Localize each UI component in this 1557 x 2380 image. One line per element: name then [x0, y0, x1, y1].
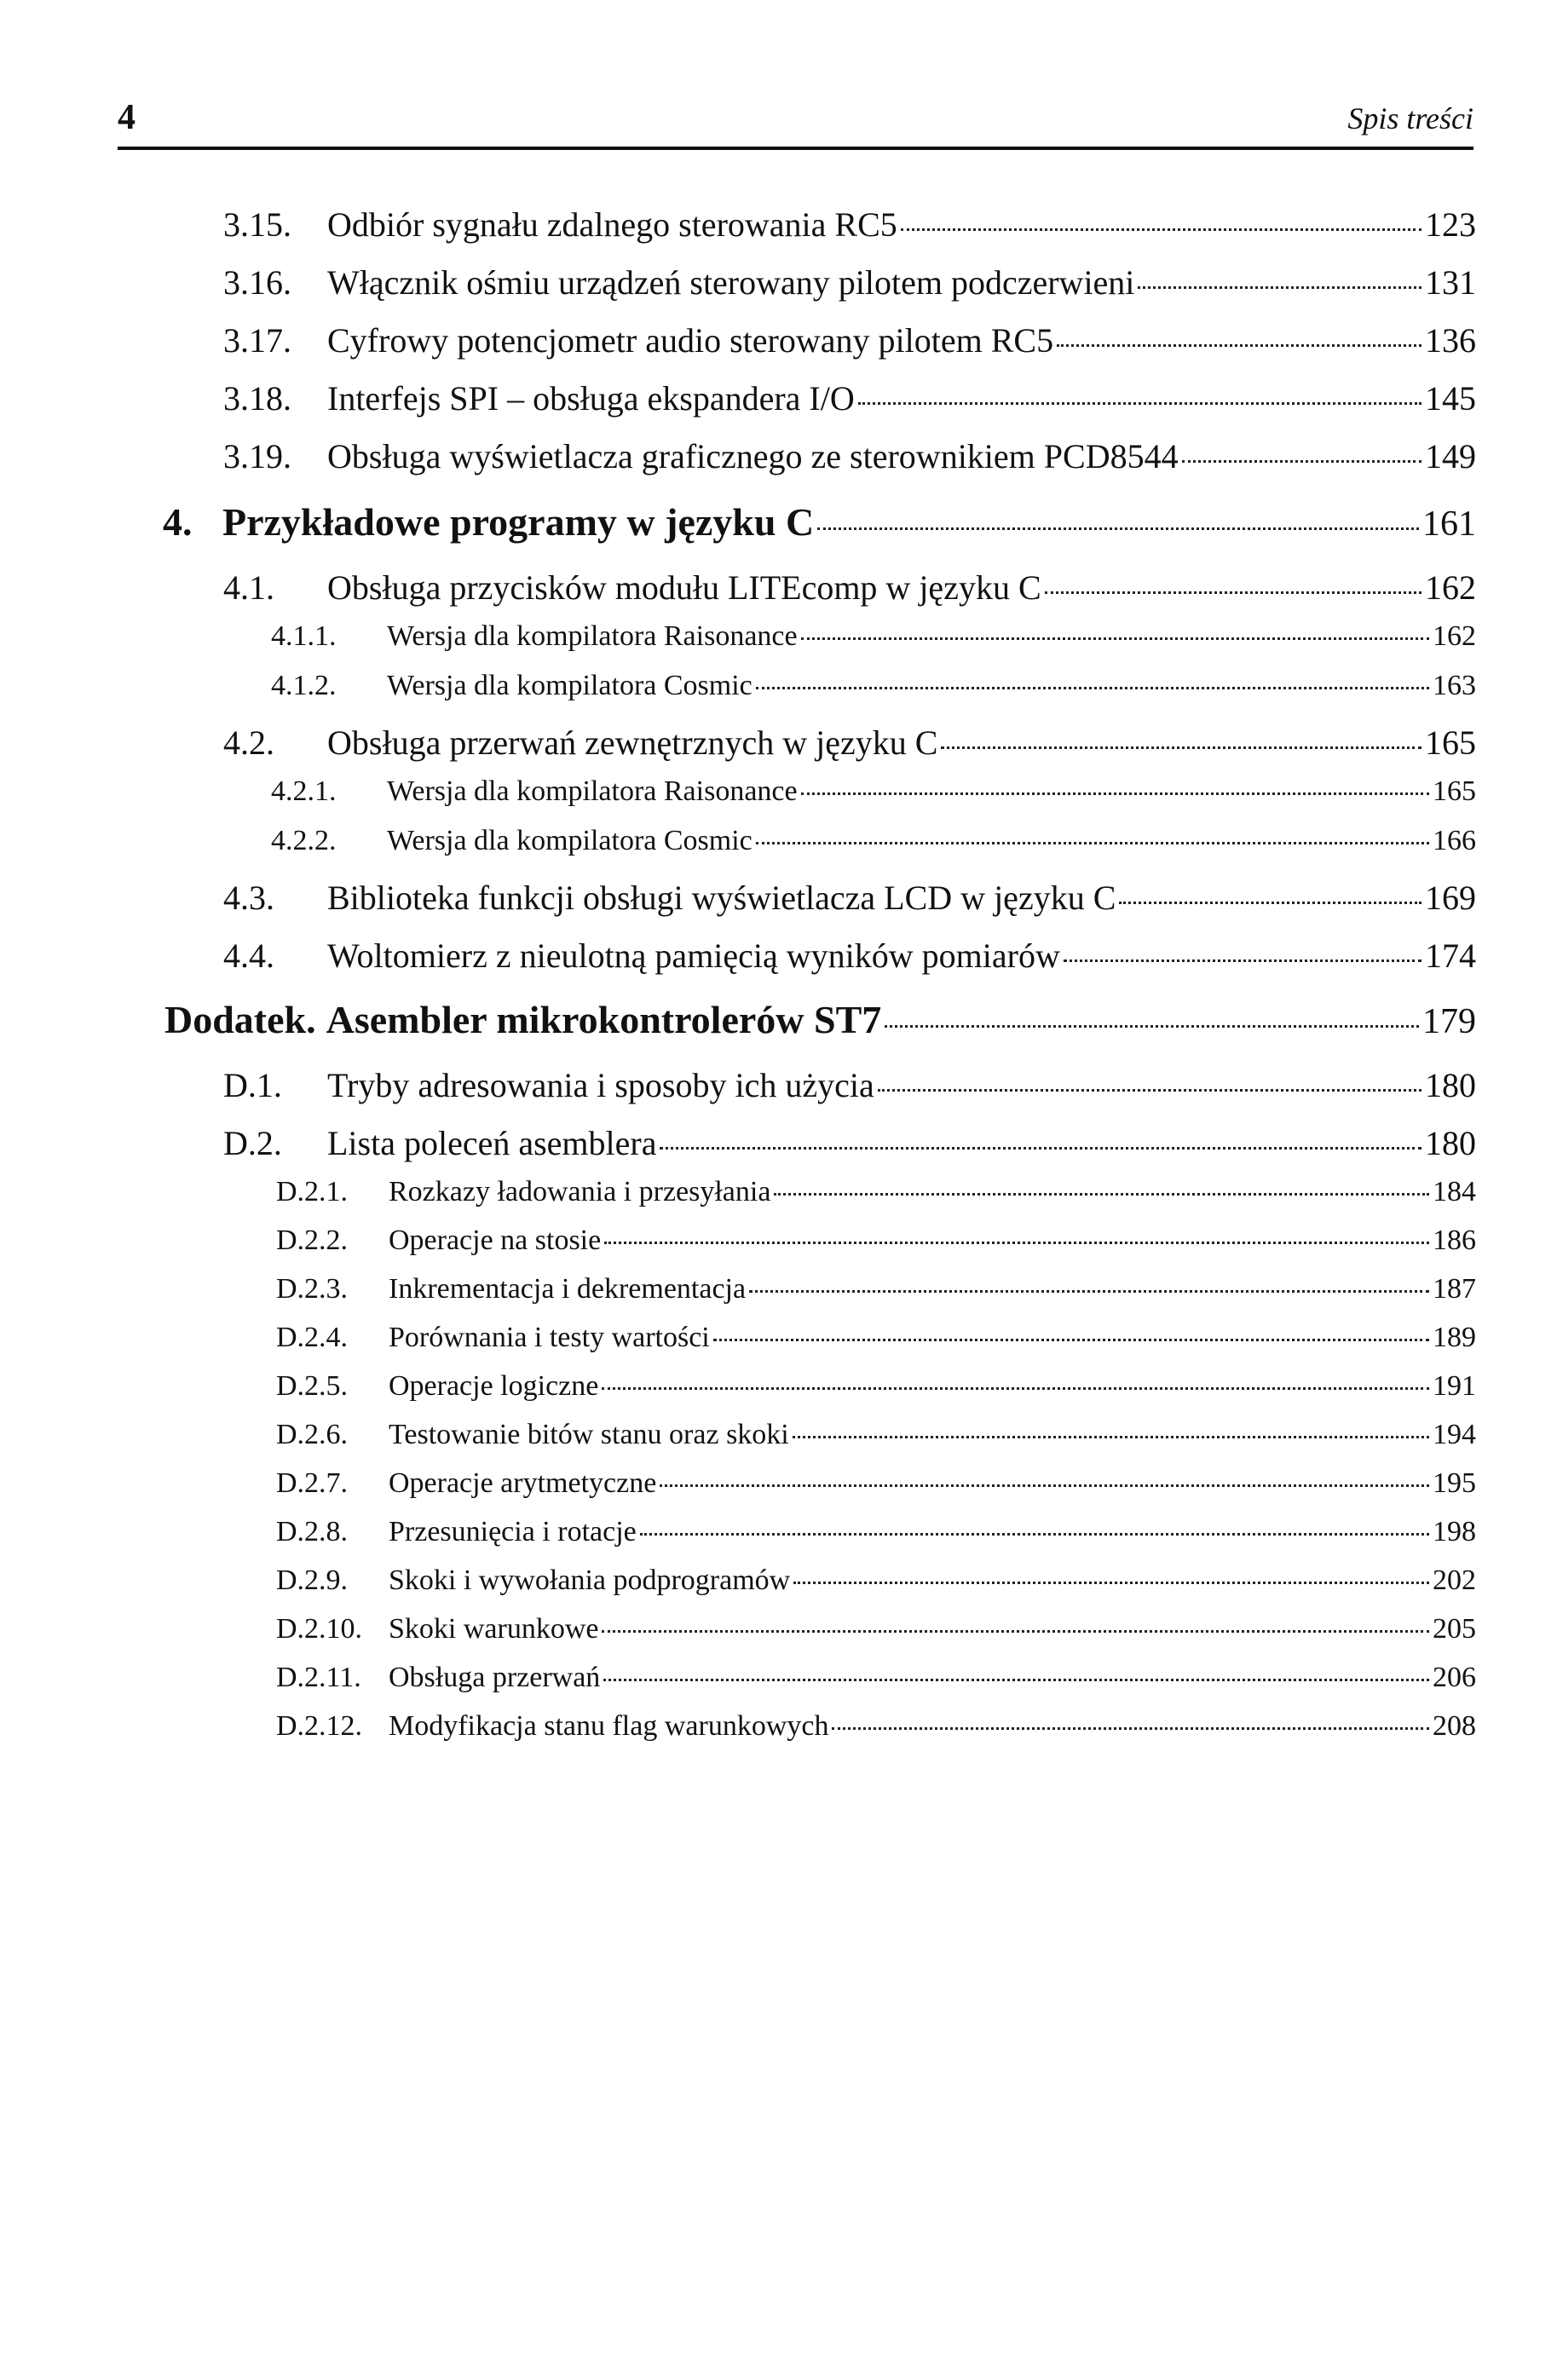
entry-title: Operacje logiczne — [389, 1370, 599, 1402]
entry-page: 123 — [1425, 205, 1476, 244]
header-rule — [118, 147, 1473, 150]
entry-number: D.2.10. — [276, 1613, 363, 1645]
dot-leader — [756, 687, 1429, 689]
dot-leader — [793, 1582, 1429, 1584]
running-title: Spis treści — [1347, 101, 1473, 135]
toc-entry-d-2-1[interactable] — [276, 1176, 1476, 1208]
toc-entry-d-2-8[interactable] — [276, 1516, 1476, 1548]
entry-title: Tryby adresowania i sposoby ich użycia — [327, 1066, 874, 1104]
entry-number: 4.1. — [223, 568, 274, 607]
toc-entry-4-2-1[interactable] — [271, 775, 1476, 808]
entry-title: Rozkazy ładowania i przesyłania — [389, 1176, 771, 1207]
toc-entry-3-16[interactable] — [223, 262, 1476, 303]
toc-entry-4-1[interactable] — [223, 568, 1476, 608]
entry-number: D.2.8. — [276, 1516, 349, 1547]
entry-number: 3.19. — [223, 437, 291, 475]
entry-page: 136 — [1425, 321, 1476, 360]
entry-title: Modyfikacja stanu flag warunkowych — [389, 1710, 829, 1742]
dot-leader — [603, 1679, 1429, 1681]
dot-leader — [713, 1339, 1429, 1341]
toc-entry-d-2-6[interactable] — [276, 1419, 1476, 1451]
dot-leader — [1064, 959, 1421, 962]
entry-number: D.2.7. — [276, 1467, 349, 1499]
entry-page: 184 — [1433, 1176, 1476, 1207]
chapter-title: Przykładowe programy w języku C — [222, 500, 815, 544]
entry-number: D.2.5. — [276, 1370, 349, 1402]
toc-entry-3-15[interactable] — [223, 205, 1476, 245]
dot-leader — [602, 1630, 1429, 1633]
toc-entry-4-3[interactable] — [223, 878, 1476, 918]
entry-title: Przesunięcia i rotacje — [389, 1516, 637, 1547]
dot-leader — [817, 527, 1419, 530]
entry-title: Testowanie bitów stanu oraz skoki — [389, 1419, 789, 1450]
dot-leader — [941, 746, 1421, 749]
entry-title: Skoki warunkowe — [389, 1613, 599, 1645]
entry-page: 163 — [1433, 670, 1476, 701]
entry-page: 165 — [1425, 723, 1476, 762]
entry-number: D.2.11. — [276, 1662, 361, 1693]
entry-title: Porównania i testy wartości — [389, 1322, 710, 1353]
dot-leader — [885, 1025, 1419, 1028]
dot-leader — [640, 1533, 1429, 1536]
entry-page: 202 — [1433, 1565, 1476, 1596]
entry-title: Włącznik ośmiu urządzeń sterowany pilotem podczerwieni — [327, 263, 1135, 302]
entry-page: 186 — [1433, 1225, 1476, 1256]
toc-entry-d-2[interactable] — [223, 1123, 1476, 1163]
dot-leader — [832, 1727, 1429, 1730]
entry-page: 189 — [1433, 1322, 1476, 1353]
dot-leader — [858, 402, 1421, 405]
entry-page: 187 — [1433, 1273, 1476, 1305]
toc-entry-d-2-9[interactable] — [276, 1565, 1476, 1597]
entry-number: 4.2. — [223, 723, 274, 762]
entry-page: 174 — [1425, 936, 1476, 975]
entry-title: Operacje arytmetyczne — [389, 1467, 657, 1499]
entry-title: Inkrementacja i dekrementacja — [389, 1273, 747, 1305]
dot-leader — [660, 1147, 1421, 1150]
toc-entry-4-2-2[interactable] — [271, 825, 1476, 857]
entry-page: 165 — [1433, 775, 1476, 807]
entry-title: Obsługa przerwań — [389, 1662, 601, 1693]
dot-leader — [878, 1089, 1421, 1092]
entry-number: 4.4. — [223, 936, 274, 975]
dot-leader — [1119, 902, 1421, 904]
dot-leader — [602, 1387, 1429, 1390]
dot-leader — [1057, 344, 1421, 347]
entry-number: 3.15. — [223, 205, 291, 244]
dot-leader — [901, 228, 1421, 231]
entry-title: Wersja dla kompilatora Cosmic — [387, 670, 753, 701]
dot-leader — [1045, 591, 1421, 594]
entry-page: 180 — [1425, 1066, 1476, 1104]
entry-number: 4.2.1. — [271, 775, 337, 807]
chapter-number: 4. — [163, 500, 193, 544]
dot-leader — [801, 637, 1429, 640]
entry-page: 191 — [1433, 1370, 1476, 1402]
entry-title: Cyfrowy potencjometr audio sterowany pilotem RC5 — [327, 321, 1054, 360]
entry-title: Operacje na stosie — [389, 1225, 602, 1256]
toc-entry-d-2-7[interactable] — [276, 1467, 1476, 1500]
entry-number: D.2.3. — [276, 1273, 349, 1305]
dot-leader — [756, 842, 1429, 844]
toc-entry-3-19[interactable] — [223, 436, 1476, 476]
toc-chapter-4[interactable] — [163, 499, 1476, 545]
entry-number: D.2.2. — [276, 1225, 349, 1256]
toc-entry-d-1[interactable] — [223, 1065, 1476, 1105]
entry-title: Skoki i wywołania podprogramów — [389, 1565, 791, 1596]
dot-leader — [604, 1242, 1429, 1244]
page-number: 4 — [118, 98, 136, 137]
entry-number: D.2.4. — [276, 1322, 349, 1353]
toc-entry-d-2-2[interactable] — [276, 1225, 1476, 1257]
entry-number: D.2.12. — [276, 1710, 363, 1742]
entry-title: Woltomierz z nieulotną pamięcią wyników pomiarów — [327, 936, 1060, 975]
entry-title: Odbiór sygnału zdalnego sterowania RC5 — [327, 205, 897, 244]
entry-number: D.2.9. — [276, 1565, 349, 1596]
entry-page: 162 — [1433, 620, 1476, 652]
entry-page: 198 — [1433, 1516, 1476, 1547]
entry-title: Wersja dla kompilatora Cosmic — [387, 825, 753, 856]
entry-number: 4.1.2. — [271, 670, 337, 701]
dot-leader — [749, 1290, 1429, 1293]
entry-page: 166 — [1433, 825, 1476, 856]
entry-number: D.2. — [223, 1124, 282, 1162]
entry-page: 194 — [1433, 1419, 1476, 1450]
entry-number: 4.2.2. — [271, 825, 337, 856]
chapter-page: 179 — [1422, 1002, 1476, 1041]
entry-title: Biblioteka funkcji obsługi wyświetlacza LCD w języku C — [327, 879, 1116, 917]
toc-entry-d-2-10[interactable] — [276, 1613, 1476, 1645]
dot-leader — [660, 1484, 1429, 1487]
entry-number: 4.1.1. — [271, 620, 337, 652]
dot-leader — [1138, 286, 1421, 289]
dot-leader — [793, 1436, 1429, 1438]
entry-page: 206 — [1433, 1662, 1476, 1693]
entry-title: Wersja dla kompilatora Raisonance — [387, 620, 798, 652]
dot-leader — [774, 1193, 1429, 1196]
entry-title: Obsługa przycisków modułu LITEcomp w języku C — [327, 568, 1041, 607]
toc-entry-4-1-2[interactable] — [271, 670, 1476, 702]
entry-number: 3.16. — [223, 263, 291, 302]
toc-entry-3-17[interactable] — [223, 320, 1476, 360]
toc-entry-4-2[interactable] — [223, 723, 1476, 763]
entry-page: 149 — [1425, 437, 1476, 475]
entry-number: D.2.1. — [276, 1176, 349, 1207]
entry-title: Lista poleceń asemblera — [327, 1124, 657, 1162]
entry-page: 131 — [1425, 263, 1476, 302]
dot-leader — [1182, 460, 1421, 463]
entry-title: Obsługa przerwań zewnętrznych w języku C — [327, 723, 938, 762]
entry-number: 4.3. — [223, 879, 274, 917]
entry-page: 208 — [1433, 1710, 1476, 1742]
chapter-title: Asembler mikrokontrolerów ST7 — [326, 998, 882, 1041]
chapter-page: 161 — [1422, 504, 1476, 544]
entry-page: 145 — [1425, 379, 1476, 418]
toc-entry-d-2-4[interactable] — [276, 1322, 1476, 1354]
entry-page: 162 — [1425, 568, 1476, 607]
toc-chapter-dodatek[interactable] — [164, 997, 1476, 1042]
dot-leader — [801, 792, 1429, 795]
entry-title: Obsługa wyświetlacza graficznego ze sterownikiem PCD8544 — [327, 437, 1179, 475]
entry-page: 195 — [1433, 1467, 1476, 1499]
toc-entry-d-2-11[interactable] — [276, 1662, 1476, 1694]
toc-entry-d-2-5[interactable] — [276, 1370, 1476, 1403]
chapter-number: Dodatek. — [164, 998, 316, 1041]
entry-page: 205 — [1433, 1613, 1476, 1645]
entry-number: 3.17. — [223, 321, 291, 360]
entry-title: Interfejs SPI – obsługa ekspandera I/O — [327, 379, 855, 418]
entry-number: D.2.6. — [276, 1419, 349, 1450]
entry-number: 3.18. — [223, 379, 291, 418]
toc-entry-3-18[interactable] — [223, 378, 1476, 418]
page-header — [118, 95, 1473, 148]
entry-page: 180 — [1425, 1124, 1476, 1162]
toc-entry-d-2-12[interactable] — [276, 1710, 1476, 1743]
entry-title: Wersja dla kompilatora Raisonance — [387, 775, 798, 807]
toc-entry-4-1-1[interactable] — [271, 620, 1476, 653]
toc-entry-d-2-3[interactable] — [276, 1273, 1476, 1305]
toc-entry-4-4[interactable] — [223, 936, 1476, 976]
entry-page: 169 — [1425, 879, 1476, 917]
entry-number: D.1. — [223, 1066, 282, 1104]
